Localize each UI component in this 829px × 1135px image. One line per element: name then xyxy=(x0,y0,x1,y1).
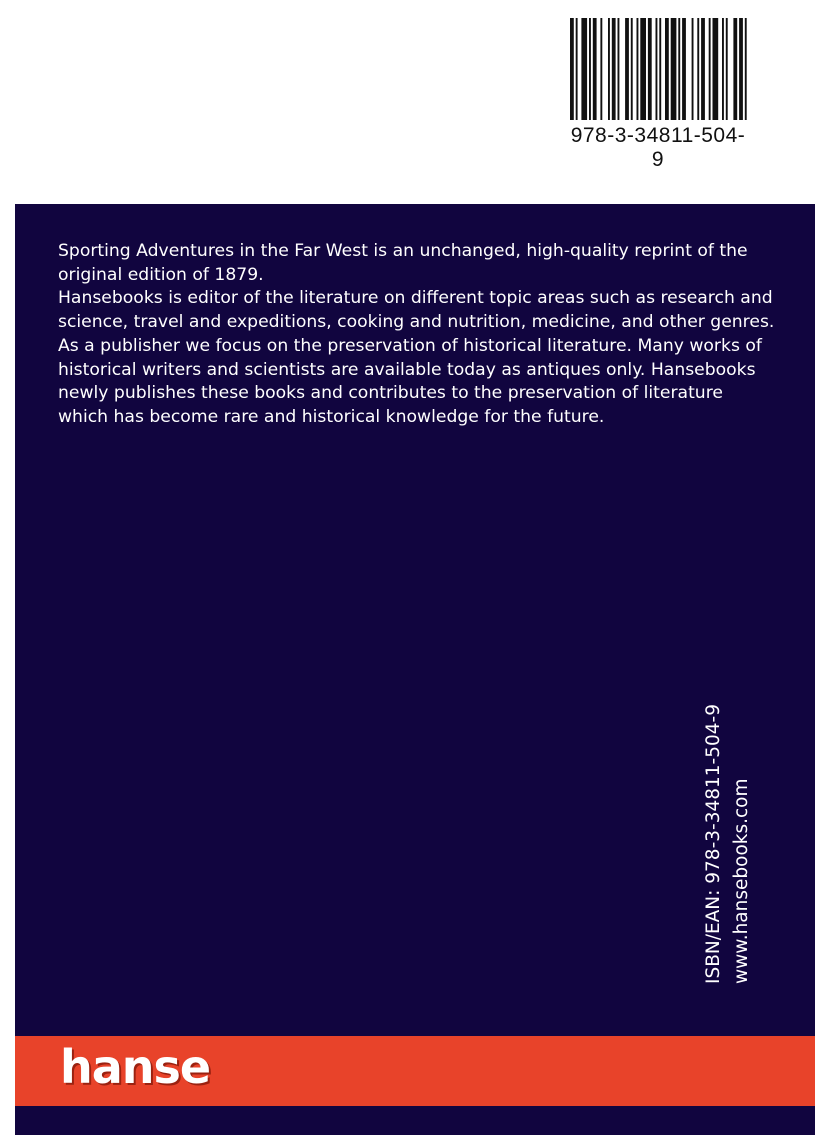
barcode-bar xyxy=(726,18,728,120)
back-cover xyxy=(15,204,815,1135)
barcode-bar xyxy=(631,18,633,120)
barcode-bar xyxy=(682,18,686,120)
barcode-bar xyxy=(656,18,658,120)
isbn-label: ISBN/EAN: 978-3-34811-504-9 xyxy=(703,704,724,984)
barcode-bar xyxy=(581,18,587,120)
website-label: www.hansebooks.com xyxy=(731,778,752,984)
barcode-bar xyxy=(612,18,616,120)
barcode-bars xyxy=(568,18,748,120)
blurb xyxy=(58,240,778,430)
barcode-bar xyxy=(701,18,705,120)
blurb-paragraph-publisher: Hansebooks is editor of the literature on different topic areas such as research and science, travel and expeditions, cooking and nutrition, medicine, and other genres. As a publisher we focus on the preservation of historical literature. Many works of historical writers and scientists are available today as antiques only. Hansebooks newly publishes these books and contributes to the preservation of literature which has become rare and historical knowledge for the future. xyxy=(58,288,775,427)
barcode-bar xyxy=(570,18,574,120)
barcode-bar xyxy=(678,18,680,120)
barcode-bar xyxy=(671,18,677,120)
barcode xyxy=(568,18,748,171)
barcode-bar xyxy=(640,18,646,120)
barcode-bar xyxy=(697,18,699,120)
barcode-bar xyxy=(692,18,694,120)
barcode-number: 978-3-34811-504-9 xyxy=(570,124,746,171)
barcode-bar xyxy=(648,18,652,120)
barcode-bar xyxy=(608,18,610,120)
blurb-paragraph-reprint: Sporting Adventures in the Far West is an unchanged, high-quality reprint of the original edition of 1879. xyxy=(58,241,748,285)
barcode-bar xyxy=(739,18,743,120)
barcode-bar xyxy=(576,18,578,120)
barcode-bar xyxy=(600,18,602,120)
barcode-bar xyxy=(625,18,629,120)
barcode-bar xyxy=(733,18,737,120)
brand-stripe xyxy=(15,1036,815,1106)
barcode-bar xyxy=(637,18,639,120)
barcode-bar xyxy=(713,18,719,120)
barcode-bar xyxy=(722,18,724,120)
barcode-bar xyxy=(618,18,620,120)
barcode-bar xyxy=(709,18,711,120)
spine-info xyxy=(700,694,762,984)
hanse-logo: hanse xyxy=(60,1040,211,1094)
barcode-bar xyxy=(589,18,591,120)
barcode-bar xyxy=(745,18,747,120)
barcode-bar xyxy=(659,18,661,120)
barcode-bar xyxy=(593,18,597,120)
barcode-bar xyxy=(665,18,669,120)
